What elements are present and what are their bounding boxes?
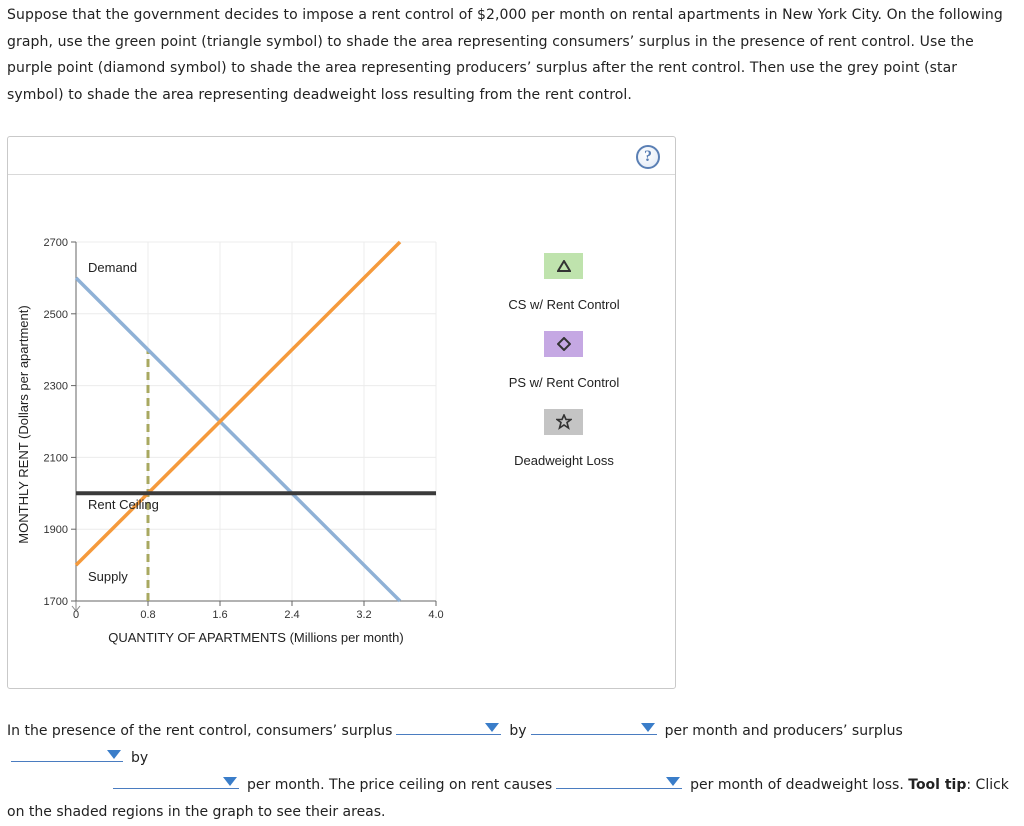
dwl-tool-button[interactable] — [544, 409, 583, 435]
x-tick-label: 0 — [72, 609, 80, 621]
dwl-amount-dropdown[interactable] — [556, 772, 682, 789]
x-tick-label: 1.6 — [212, 609, 228, 621]
cs-tool-button[interactable] — [544, 253, 583, 279]
y-tick-label: 1900 — [43, 524, 68, 537]
star-icon — [556, 414, 572, 430]
answer-text-4: per month of deadweight loss. — [690, 777, 904, 793]
help-button[interactable]: ? — [636, 145, 660, 169]
ps-tool-button[interactable] — [544, 331, 583, 357]
question-text: Suppose that the government decides to impose a rent control of $2,000 per month on rental apartments in New York City. On the following graph, use the green point (triangle symbol) to shade the area representing consumers’ surplus in the presence of rent control. Use the purple point (diamond symbol) to shade the area representing producers’ surplus after the rent control. Then use the grey point (star symbol) to shade the area representing deadweight loss resulting from the rent control. — [7, 7, 1003, 103]
chevron-down-icon — [107, 750, 121, 759]
answer-by-2: by — [131, 750, 149, 766]
cs-amount-dropdown[interactable] — [531, 718, 657, 735]
chevron-down-icon — [666, 777, 680, 786]
answer-by-1: by — [509, 723, 527, 739]
tooltip-text: : Click on the shaded regions in the graph to see their areas. — [7, 777, 1009, 820]
demand-line — [76, 278, 400, 601]
chevron-down-icon — [485, 723, 499, 732]
answer-text-2: per month and producers’ surplus — [664, 723, 903, 739]
answer-text-1: In the presence of the rent control, consumers’ surplus — [7, 723, 393, 739]
demand-label: Demand — [88, 260, 138, 275]
ps-tool-label: PS w/ Rent Control — [508, 375, 620, 390]
x-tick-label: 2.4 — [284, 609, 300, 621]
chevron-down-icon — [641, 723, 655, 732]
chevron-down-icon — [223, 777, 237, 786]
triangle-icon — [557, 260, 571, 272]
rent-ceiling-label: Rent Ceiling — [88, 497, 159, 512]
x-tick-label: 0.8 — [140, 609, 156, 621]
y-tick-label: 2700 — [43, 237, 68, 249]
ps-change-dropdown[interactable] — [11, 745, 123, 762]
tooltip-label: Tool tip — [908, 777, 967, 793]
x-tick-label: 4.0 — [428, 609, 444, 621]
answer-section — [7, 718, 1021, 826]
supply-label: Supply — [88, 569, 128, 584]
cs-tool-label: CS w/ Rent Control — [508, 297, 620, 312]
y-axis-title: MONTHLY RENT (Dollars per apartment) — [16, 305, 31, 544]
x-tick-label: 3.2 — [356, 609, 372, 621]
graph-panel — [7, 136, 676, 689]
y-tick-label: 2300 — [43, 380, 68, 393]
diamond-icon — [557, 337, 571, 351]
dwl-tool-label: Deadweight Loss — [514, 453, 614, 468]
answer-text-3: per month. The price ceiling on rent causes — [247, 777, 553, 793]
ps-amount-dropdown[interactable] — [113, 772, 239, 789]
y-tick-label: 2100 — [43, 452, 68, 465]
y-tick-label: 2500 — [43, 308, 68, 321]
supply-line — [76, 242, 400, 565]
y-tick-label: 1700 — [43, 596, 68, 608]
cs-change-dropdown[interactable] — [396, 718, 501, 735]
x-axis-title: QUANTITY OF APARTMENTS (Millions per month) — [108, 630, 404, 645]
